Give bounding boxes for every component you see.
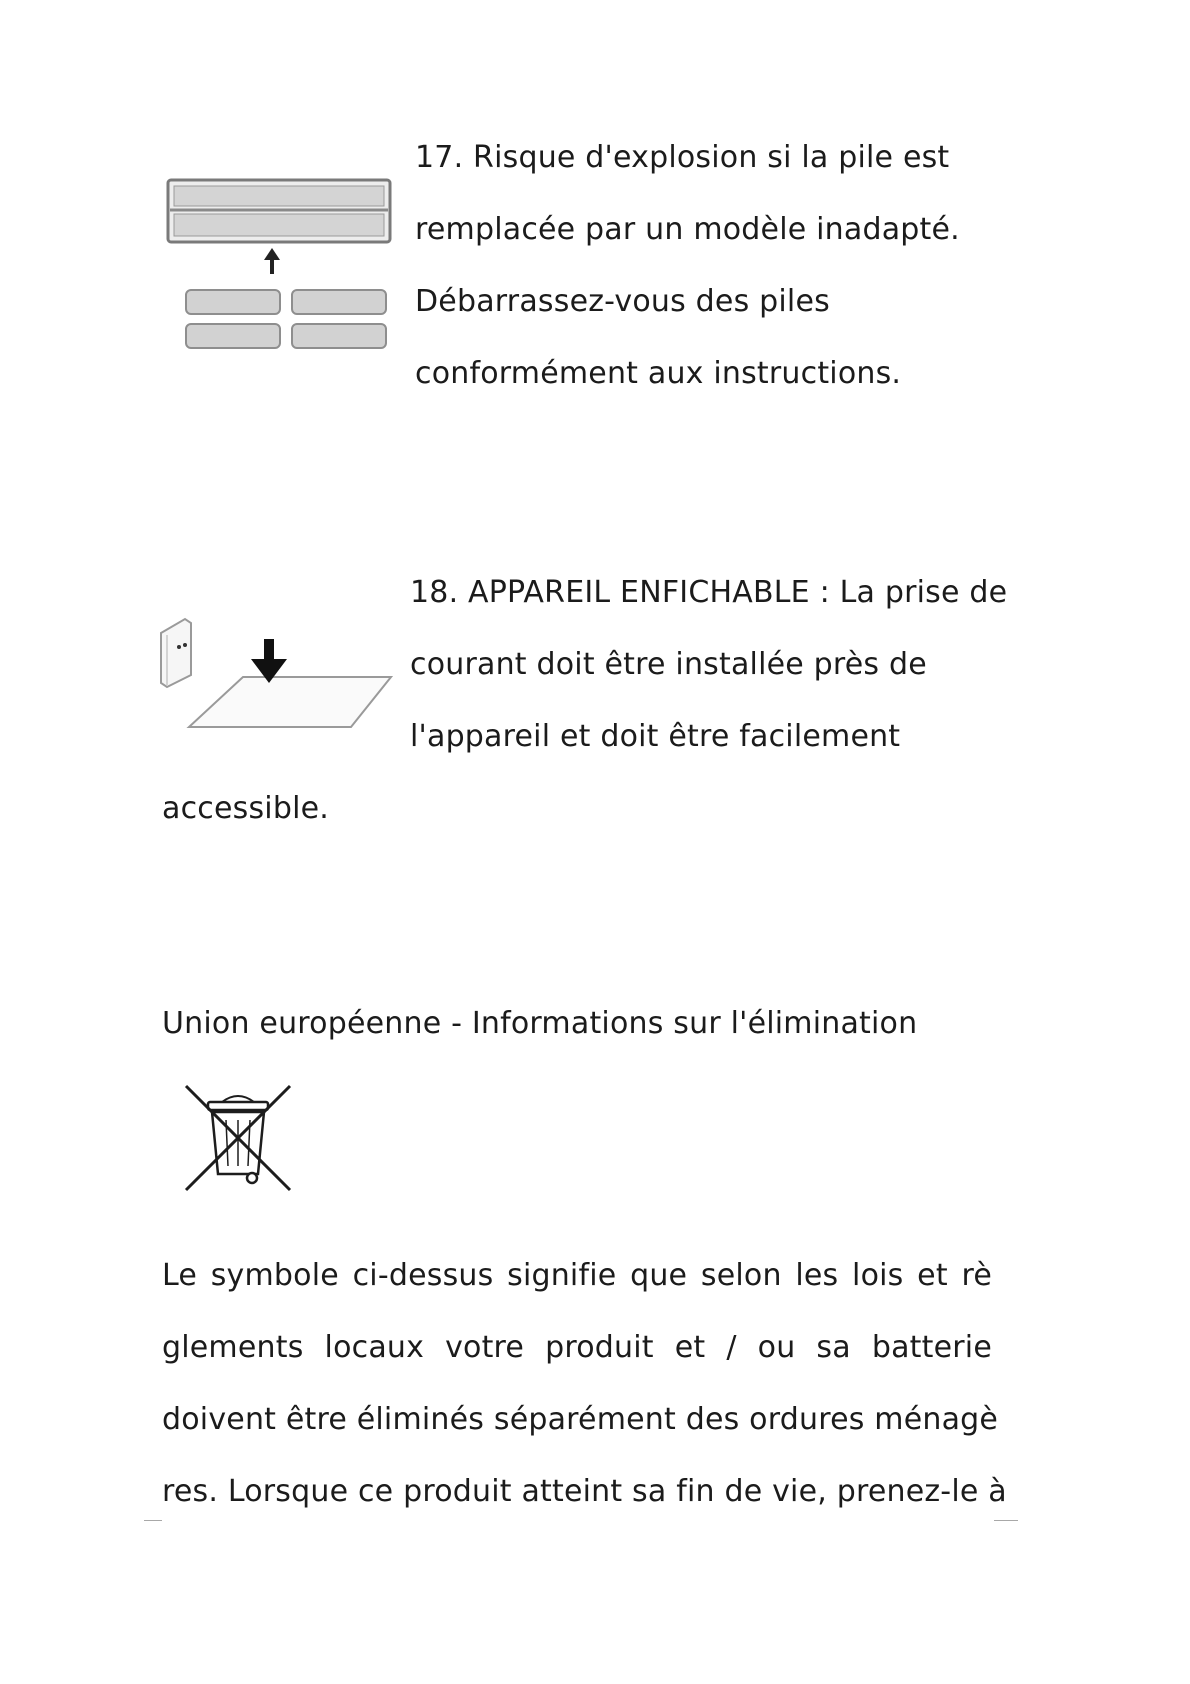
section18-line-3: l'appareil et doit être facilement (410, 719, 901, 754)
section18-line-1: 18. APPAREIL ENFICHABLE : La prise de (410, 575, 1008, 610)
eu-paragraph-line-4: res. Lorsque ce produit atteint sa fin de vie, prenez-le à (162, 1474, 1007, 1509)
crop-mark-right (994, 1520, 1018, 1521)
section17-line-2: remplacée par un modèle inadapté. (415, 212, 960, 247)
eu-heading: Union européenne - Informations sur l'élimination (162, 1006, 918, 1041)
section17-line-3: Débarrassez-vous des piles (415, 284, 830, 319)
section17-line-1: 17. Risque d'explosion si la pile est (415, 140, 950, 175)
plug-outlet-illustration (155, 615, 400, 740)
section18-line-4: accessible. (162, 791, 329, 826)
crossed-out-wheelie-bin-icon (182, 1082, 294, 1194)
section17-line-4: conformément aux instructions. (415, 356, 902, 391)
battery-replacement-illustration (160, 168, 400, 358)
eu-paragraph-line-1: Le symbole ci-dessus signifie que selon les lois et rè (162, 1258, 992, 1293)
section18-line-2: courant doit être installée près de (410, 647, 927, 682)
crop-mark-left (144, 1520, 162, 1521)
eu-paragraph-line-3: doivent être éliminés séparément des ordures ménagè (162, 1402, 999, 1437)
eu-paragraph-line-2: glements locaux votre produit et / ou sa batterie (162, 1330, 992, 1365)
